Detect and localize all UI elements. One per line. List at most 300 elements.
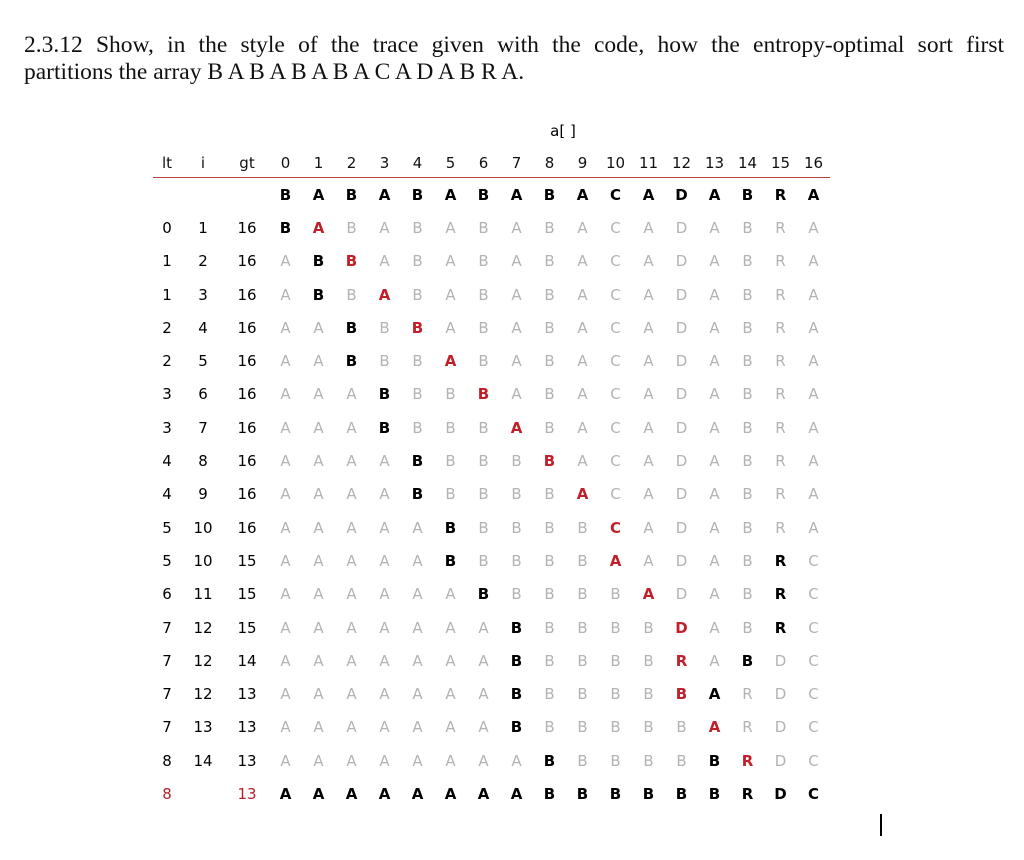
trace-row: [153, 578, 830, 611]
array-cell: B: [411, 185, 424, 204]
array-cell: B: [676, 751, 687, 770]
array-cell: C: [610, 218, 621, 237]
array-cell: B: [510, 685, 523, 704]
array-cell: A: [709, 385, 720, 404]
array-cell: B: [544, 718, 555, 737]
array-cell: A: [379, 618, 390, 637]
array-cell: B: [510, 718, 523, 737]
trace-row: [153, 611, 830, 644]
array-cell: A: [643, 418, 654, 437]
array-cell: A: [577, 418, 588, 437]
i-value: 10: [193, 518, 213, 537]
array-cell: B: [510, 651, 523, 670]
array-cell: A: [313, 418, 324, 437]
array-cell: A: [346, 651, 357, 670]
array-cell: B: [477, 585, 490, 604]
array-cell: A: [346, 518, 357, 537]
array-cell: A: [643, 318, 654, 337]
array-cell: A: [643, 252, 654, 271]
array-cell: B: [346, 285, 357, 304]
lt-value: 6: [162, 585, 172, 604]
lt-value: 5: [162, 551, 172, 570]
gt-value: 16: [237, 518, 257, 537]
column-header-row: [153, 148, 830, 178]
array-cell: A: [709, 551, 720, 570]
array-cell: A: [313, 352, 324, 371]
array-cell: B: [643, 651, 654, 670]
trace-row: [153, 444, 830, 477]
array-cell: B: [412, 418, 423, 437]
array-cell: B: [543, 185, 556, 204]
column-header-i: i: [181, 148, 225, 178]
array-cell: A: [346, 618, 357, 637]
array-cell: B: [544, 551, 555, 570]
array-cell: A: [379, 651, 390, 670]
array-cell: A: [280, 718, 291, 737]
array-cell: A: [709, 418, 720, 437]
array-cell: B: [544, 318, 555, 337]
array-cell: A: [313, 685, 324, 704]
array-cell: R: [741, 751, 754, 770]
array-cell: R: [741, 784, 754, 803]
array-cell: D: [774, 685, 787, 704]
array-cell: A: [709, 485, 720, 504]
array-cell: A: [511, 352, 522, 371]
blank-cell: [181, 178, 225, 212]
column-header-3: 3: [368, 148, 401, 178]
initial-array-row: [153, 178, 830, 212]
array-cell: D: [675, 485, 688, 504]
array-cell: B: [609, 784, 622, 803]
gt-value: 16: [237, 385, 257, 404]
array-cell: A: [313, 751, 324, 770]
array-cell: A: [346, 385, 357, 404]
array-cell: B: [478, 518, 489, 537]
i-value: [181, 777, 225, 810]
array-cell: A: [346, 485, 357, 504]
array-cell: A: [807, 185, 820, 204]
array-cell: A: [808, 285, 819, 304]
array-cell: A: [411, 784, 424, 803]
array-cell: A: [445, 685, 456, 704]
array-cell: B: [478, 452, 489, 471]
array-cell: A: [642, 185, 655, 204]
array-cell: A: [444, 352, 457, 371]
array-cell: B: [411, 485, 424, 504]
array-cell: A: [378, 784, 391, 803]
array-cell: A: [576, 485, 589, 504]
column-header-9: 9: [566, 148, 599, 178]
array-cell: B: [742, 318, 753, 337]
array-cell: D: [774, 751, 787, 770]
array-cell: A: [511, 252, 522, 271]
array-cell: B: [312, 285, 325, 304]
array-cell: A: [643, 218, 654, 237]
array-cell: A: [511, 318, 522, 337]
array-cell: A: [379, 252, 390, 271]
array-cell: B: [610, 751, 621, 770]
array-cell: B: [345, 318, 358, 337]
array-cell: C: [610, 452, 621, 471]
gt-value: 16: [237, 285, 257, 304]
array-cell: A: [378, 285, 391, 304]
array-cell: B: [412, 385, 423, 404]
array-cell: A: [478, 685, 489, 704]
column-header-1: 1: [302, 148, 335, 178]
array-cell: B: [543, 784, 556, 803]
array-cell: A: [577, 252, 588, 271]
array-cell: B: [445, 418, 456, 437]
array-cell: B: [544, 618, 555, 637]
array-cell: A: [808, 485, 819, 504]
column-header-16: 16: [797, 148, 830, 178]
trace-row: [153, 511, 830, 544]
array-cell: B: [643, 751, 654, 770]
array-cell: B: [279, 185, 292, 204]
gt-value: 15: [237, 585, 257, 604]
trace-row: [153, 544, 830, 577]
i-value: 11: [193, 585, 213, 604]
array-cell: B: [445, 385, 456, 404]
array-cell: A: [313, 318, 324, 337]
array-cell: A: [643, 452, 654, 471]
array-cell: C: [609, 185, 621, 204]
i-value: 6: [198, 385, 208, 404]
array-cell: A: [346, 551, 357, 570]
array-cell: A: [412, 651, 423, 670]
array-cell: B: [511, 551, 522, 570]
array-cell: D: [675, 518, 688, 537]
array-cell: A: [643, 551, 654, 570]
array-cell: B: [478, 252, 489, 271]
array-cell: C: [610, 418, 621, 437]
array-cell: C: [808, 585, 819, 604]
array-cell: B: [610, 718, 621, 737]
array-cell: B: [742, 585, 753, 604]
array-cell: C: [808, 718, 819, 737]
array-cell: B: [510, 618, 523, 637]
trace-row: [153, 744, 830, 777]
gt-value: 16: [237, 418, 257, 437]
array-cell: B: [478, 218, 489, 237]
array-cell: A: [412, 751, 423, 770]
array-cell: A: [445, 618, 456, 637]
array-cell: R: [774, 585, 787, 604]
array-cell: A: [280, 385, 291, 404]
column-header-7: 7: [500, 148, 533, 178]
array-cell: C: [610, 485, 621, 504]
array-cell: A: [477, 784, 490, 803]
array-cell: A: [577, 285, 588, 304]
array-cell: A: [445, 318, 456, 337]
array-label: a[ ]: [550, 122, 576, 140]
array-cell: R: [742, 718, 753, 737]
array-cell: A: [313, 385, 324, 404]
array-cell: B: [610, 651, 621, 670]
gt-value: 16: [237, 218, 257, 237]
array-cell: A: [708, 685, 721, 704]
array-cell: A: [808, 352, 819, 371]
array-cell: D: [675, 452, 688, 471]
lt-value: 2: [162, 352, 172, 371]
array-cell: A: [808, 252, 819, 271]
gt-value: 16: [237, 485, 257, 504]
array-cell: A: [412, 551, 423, 570]
array-cell: B: [444, 551, 457, 570]
array-cell: D: [675, 218, 688, 237]
array-cell: C: [610, 385, 621, 404]
array-cell: A: [643, 385, 654, 404]
array-cell: A: [808, 385, 819, 404]
array-cell: B: [577, 718, 588, 737]
array-cell: B: [741, 185, 754, 204]
i-value: 14: [193, 751, 213, 770]
array-cell: B: [643, 685, 654, 704]
array-cell: B: [544, 418, 555, 437]
array-cell: A: [280, 485, 291, 504]
array-cell: A: [280, 651, 291, 670]
array-cell: B: [675, 784, 688, 803]
array-cell: A: [379, 518, 390, 537]
array-cell: B: [544, 352, 555, 371]
lt-value: 8: [162, 784, 172, 803]
array-cell: A: [709, 651, 720, 670]
lt-value: 7: [162, 651, 172, 670]
array-cell: C: [807, 784, 819, 803]
array-cell: B: [544, 218, 555, 237]
i-value: 13: [193, 718, 213, 737]
array-cell: B: [742, 285, 753, 304]
gt-value: 13: [237, 718, 257, 737]
column-header-10: 10: [599, 148, 632, 178]
array-cell: D: [675, 551, 688, 570]
array-cell: B: [675, 685, 688, 704]
gt-value: 13: [237, 685, 257, 704]
array-cell: A: [280, 452, 291, 471]
array-cell: A: [312, 185, 325, 204]
array-cell: A: [577, 318, 588, 337]
array-cell: B: [742, 385, 753, 404]
lt-value: 7: [162, 618, 172, 637]
array-cell: A: [280, 551, 291, 570]
i-value: 10: [193, 551, 213, 570]
array-cell: A: [510, 784, 523, 803]
array-cell: A: [412, 718, 423, 737]
i-value: 12: [193, 651, 213, 670]
array-cell: A: [379, 485, 390, 504]
array-cell: A: [280, 352, 291, 371]
array-cell: A: [412, 518, 423, 537]
array-cell: B: [477, 185, 490, 204]
array-cell: R: [742, 685, 753, 704]
trace-row: [153, 378, 830, 411]
array-cell: A: [478, 718, 489, 737]
array-cell: A: [709, 285, 720, 304]
array-cell: A: [313, 452, 324, 471]
array-cell: B: [742, 518, 753, 537]
question-line-2: partitions the array B A B A B A B A C A D A B R A.: [24, 59, 525, 85]
question-text: [24, 32, 1004, 86]
array-cell: A: [379, 585, 390, 604]
array-cell: A: [708, 185, 721, 204]
array-cell: A: [709, 618, 720, 637]
array-cell: B: [412, 352, 423, 371]
array-cell: B: [741, 651, 754, 670]
array-cell: A: [412, 685, 423, 704]
array-cell: A: [445, 585, 456, 604]
array-cell: B: [511, 452, 522, 471]
array-cell: B: [378, 418, 391, 437]
array-cell: B: [279, 218, 292, 237]
array-cell: B: [610, 618, 621, 637]
array-cell: B: [610, 585, 621, 604]
array-cell: A: [643, 285, 654, 304]
array-cell: A: [577, 452, 588, 471]
array-cell: B: [577, 651, 588, 670]
array-cell: A: [445, 751, 456, 770]
trace-row: [153, 411, 830, 444]
column-header-11: 11: [632, 148, 665, 178]
array-cell: B: [742, 551, 753, 570]
array-cell: B: [742, 418, 753, 437]
i-value: 12: [193, 618, 213, 637]
array-cell: A: [379, 551, 390, 570]
array-cell: D: [774, 784, 787, 803]
array-cell: C: [808, 551, 819, 570]
trace-row: [153, 677, 830, 710]
array-cell: B: [312, 252, 325, 271]
array-cell: A: [643, 352, 654, 371]
array-cell: B: [511, 485, 522, 504]
array-cell: A: [709, 252, 720, 271]
array-cell: R: [775, 352, 786, 371]
trace-table: [153, 148, 830, 811]
i-value: 1: [198, 218, 208, 237]
array-cell: R: [775, 452, 786, 471]
array-cell: B: [577, 751, 588, 770]
column-header-0: 0: [269, 148, 302, 178]
question-line-1: 2.3.12 Show, in the style of the trace given with the code, how the entropy-optimal sort first: [24, 32, 1004, 58]
array-cell: C: [610, 318, 621, 337]
lt-value: 7: [162, 718, 172, 737]
array-cell: B: [412, 252, 423, 271]
array-cell: B: [478, 285, 489, 304]
trace-row: [153, 311, 830, 344]
column-header-8: 8: [533, 148, 566, 178]
array-cell: A: [511, 751, 522, 770]
gt-value: 14: [237, 651, 257, 670]
array-cell: A: [379, 685, 390, 704]
array-cell: A: [511, 218, 522, 237]
array-cell: B: [544, 485, 555, 504]
array-cell: A: [709, 352, 720, 371]
gt-value: 16: [237, 318, 257, 337]
lt-value: 7: [162, 685, 172, 704]
array-cell: R: [675, 651, 688, 670]
column-header-13: 13: [698, 148, 731, 178]
array-cell: A: [346, 751, 357, 770]
array-cell: A: [445, 285, 456, 304]
lt-value: 1: [162, 252, 172, 271]
array-cell: A: [379, 751, 390, 770]
array-cell: A: [577, 352, 588, 371]
trace-row: [153, 211, 830, 244]
array-cell: A: [280, 518, 291, 537]
gt-value: 15: [237, 618, 257, 637]
array-cell: B: [445, 452, 456, 471]
array-cell: B: [576, 784, 589, 803]
array-cell: A: [378, 185, 391, 204]
array-cell: C: [808, 618, 819, 637]
array-cell: B: [742, 452, 753, 471]
array-cell: D: [675, 185, 688, 204]
lt-value: 3: [162, 418, 172, 437]
text-cursor: [880, 814, 882, 836]
array-cell: B: [346, 218, 357, 237]
array-cell: A: [709, 318, 720, 337]
array-cell: A: [445, 651, 456, 670]
array-cell: C: [808, 751, 819, 770]
array-cell: R: [775, 385, 786, 404]
array-cell: A: [445, 718, 456, 737]
array-cell: A: [445, 218, 456, 237]
array-cell: A: [511, 385, 522, 404]
array-cell: B: [511, 518, 522, 537]
column-header-lt: lt: [153, 148, 181, 178]
array-cell: A: [280, 585, 291, 604]
array-cell: B: [411, 452, 424, 471]
gt-value: 13: [237, 751, 257, 770]
array-cell: B: [544, 585, 555, 604]
array-cell: A: [346, 685, 357, 704]
array-cell: R: [775, 485, 786, 504]
array-cell: A: [478, 751, 489, 770]
array-cell: A: [379, 218, 390, 237]
i-value: 2: [198, 252, 208, 271]
array-cell: B: [478, 551, 489, 570]
array-cell: B: [345, 185, 358, 204]
array-cell: A: [445, 252, 456, 271]
array-cell: B: [708, 751, 721, 770]
array-cell: A: [642, 585, 655, 604]
column-header-gt: gt: [225, 148, 269, 178]
array-cell: C: [808, 685, 819, 704]
array-cell: R: [774, 618, 787, 637]
array-cell: B: [544, 285, 555, 304]
array-cell: B: [742, 252, 753, 271]
column-header-14: 14: [731, 148, 764, 178]
array-cell: A: [412, 618, 423, 637]
array-cell: A: [346, 718, 357, 737]
array-cell: B: [742, 352, 753, 371]
array-cell: A: [313, 518, 324, 537]
array-cell: A: [511, 285, 522, 304]
column-header-12: 12: [665, 148, 698, 178]
array-cell: B: [478, 318, 489, 337]
array-cell: A: [577, 218, 588, 237]
array-cell: R: [775, 252, 786, 271]
array-cell: A: [709, 518, 720, 537]
array-cell: A: [808, 452, 819, 471]
array-cell: A: [609, 551, 622, 570]
array-cell: D: [675, 352, 688, 371]
array-cell: B: [379, 318, 390, 337]
array-cell: A: [280, 685, 291, 704]
array-cell: R: [774, 185, 787, 204]
array-cell: A: [312, 218, 325, 237]
array-cell: R: [774, 551, 787, 570]
i-value: 9: [198, 485, 208, 504]
